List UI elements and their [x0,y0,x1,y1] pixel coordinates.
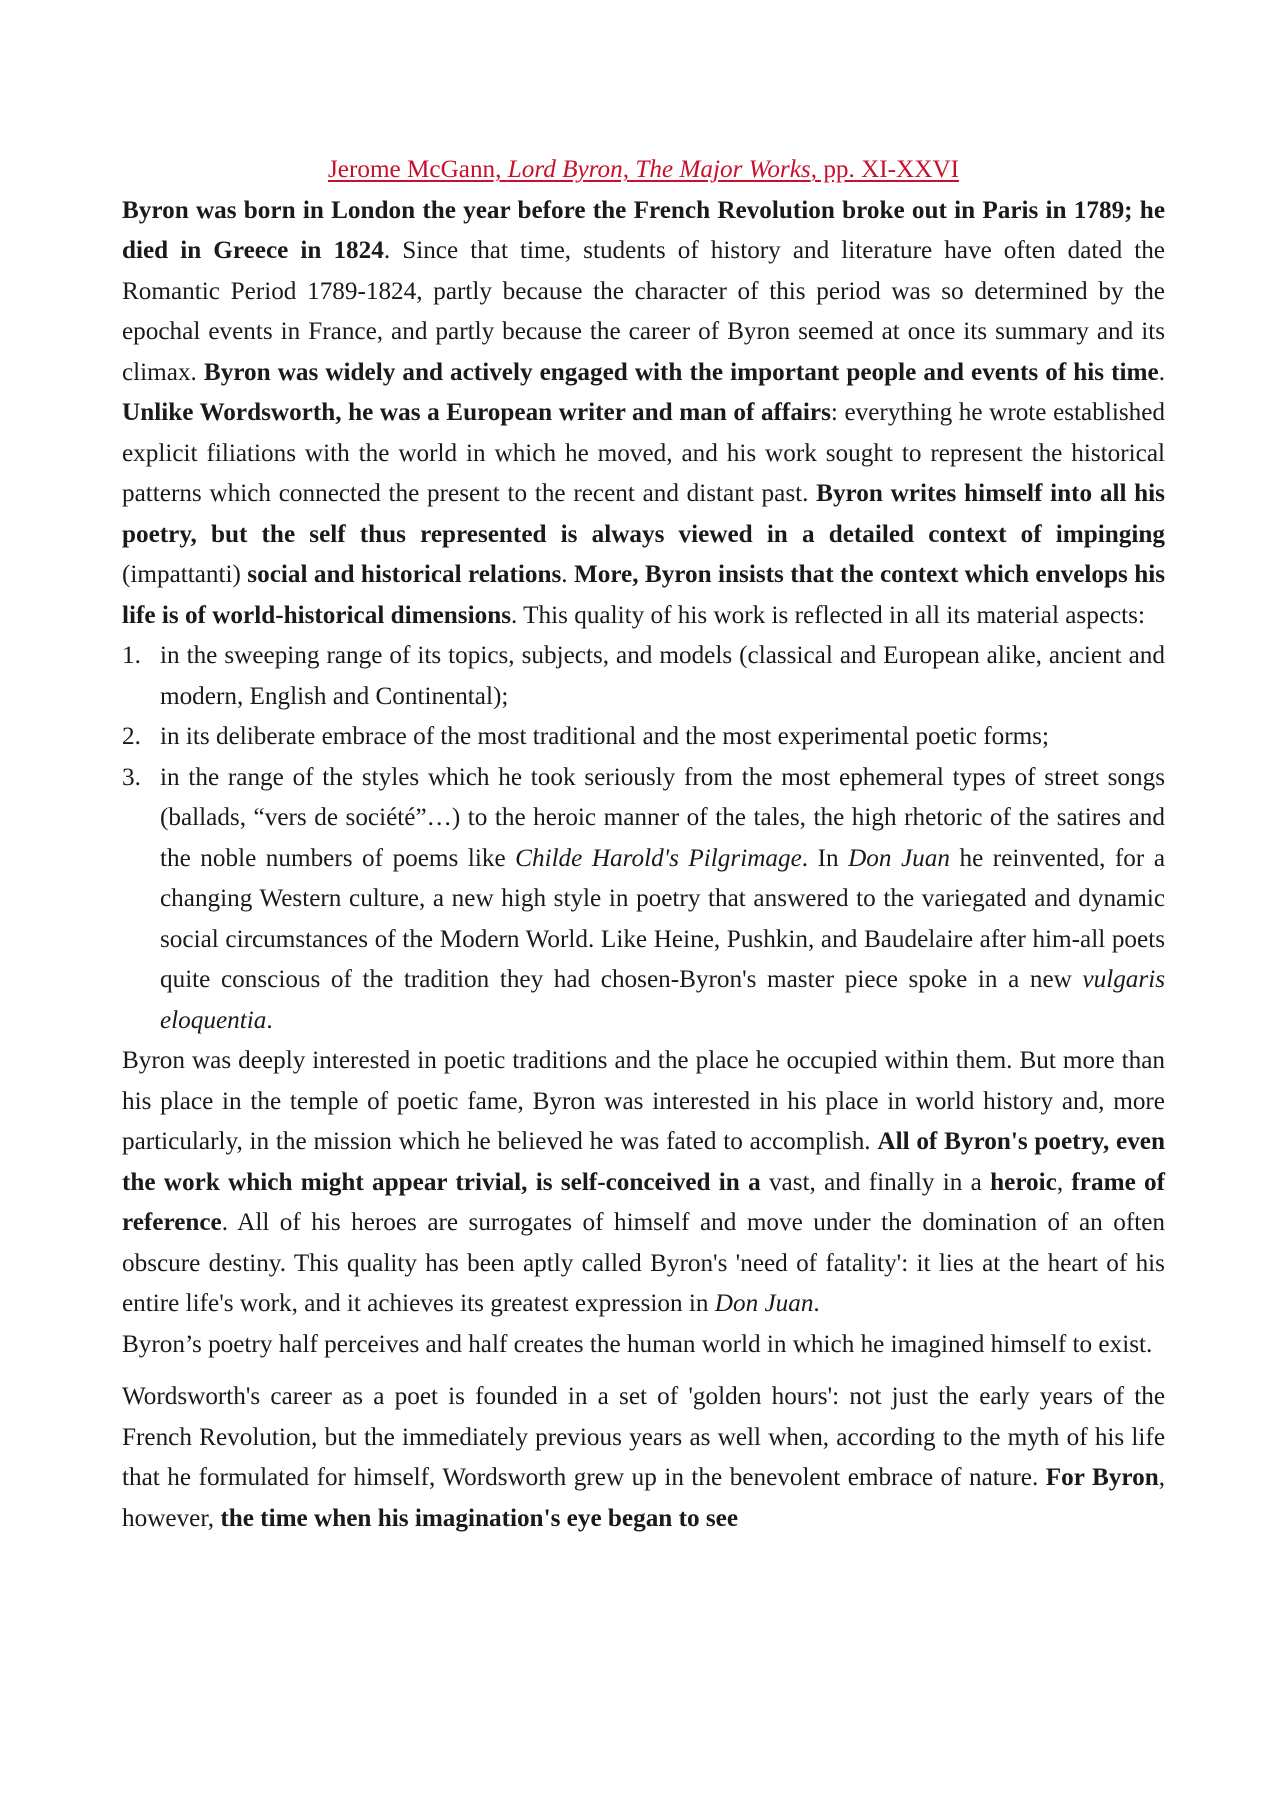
p2-bold-frame: frame of reference [122,1168,1166,1236]
p1-bold-european: Unlike Wordsworth, he was a European writer and man of affairs [122,399,831,426]
p1-bold-writes-himself: Byron writes himself into all his poetry, but the self thus represented is always viewed in a detailed context of impinging [122,480,1165,548]
list-item [122,636,1165,717]
list-item-text: in its deliberate embrace of the most traditional and the most experimental poetic forms; [160,723,1049,750]
p2-text-c: , [1056,1168,1072,1196]
p1-text-c: : everything he wrote established explicit filiations with the world in which he moved, and his work sought to represent the historical patterns which connected the present to the recent and distant past. [122,399,1165,507]
paragraph-4 [122,1377,1165,1539]
aspects-list [122,636,1165,1041]
citation-pages: , pp. XI-XXVI [810,156,960,183]
list-item [122,717,1165,758]
citation-work-title: Lord Byron, The Major Works [507,156,811,183]
p4-bold-for-byron: For Byron [1045,1464,1159,1491]
list-item-text: . In [801,844,849,872]
list-item-number: 2. [122,723,141,750]
list-item-text: he reinvented, for a changing Western culture, a new high style in poetry that answered to the variegated and dynamic social circumstances of the Modern World. Like Heine, Pushkin, and Baudelaire after him-all poets quite conscious of the tradition they had chosen-Byron's master piece spoke in a new [160,844,1166,993]
p2-bold-self-conceived: All of Byron's poetry, even the work which might appear trivial, is self-conceived in a [122,1128,1165,1196]
list-item-text: in the sweeping range of its topics, subjects, and models (classical and European alike, ancient and modern, English and Continental); [160,642,1165,710]
document-page [122,150,1165,1539]
p2-bold-heroic: heroic [990,1168,1057,1196]
list-item-italic: Childe Harold's Pilgrimage [515,844,802,872]
p1-text-b: . [1158,358,1165,386]
citation-author: Jerome McGann, [327,156,502,183]
list-item-text: in the range of the styles which he took seriously from the most ephemeral types of street songs (ballads, “vers de société”…) to the heroic manner of the tales, the high rhetoric of the satires and the noble numbers of poems like [160,763,1165,872]
list-item [122,758,1165,1042]
p4-text-a: Wordsworth's career as a poet is founded in a set of 'golden hours': not just the early years of the French Revolution, but the immediately previous years as well when, according to the myth of his life that he formulated for himself, Wordsworth grew up in the benevolent embrace of nature. [122,1383,1165,1491]
p2-text-e: . [813,1290,820,1317]
citation-title [122,150,1165,191]
p1-bold-relations: social and historical relations [247,561,562,588]
p4-bold-imagination: the time when his imagination's eye began to see [220,1504,739,1532]
p1-bold-engaged: Byron was widely and actively engaged with the important people and events of his time [203,358,1159,386]
paragraph-1 [122,191,1165,637]
p4-text-b: , however, [122,1464,1165,1532]
list-item-text: . [266,1006,273,1034]
p1-bold-birth: Byron was born in London the year before the French Revolution broke out in Paris in 1789; he died in Greece in 1824 [122,196,1165,264]
p1-text-a: . Since that time, students of history and literature have often dated the Romantic Period 1789-1824, partly because the character of this period was so determined by the epochal events in France, and partly because the career of Byron seemed at once its summary and its climax. [122,237,1165,386]
p2-italic-don-juan: Don Juan [714,1290,814,1317]
p2-text-b: vast, and finally in a [760,1168,991,1196]
list-item-italic: vulgaris eloquentia [160,966,1165,1034]
p1-text-d: (impattanti) [122,561,248,588]
paragraph-3: Byron’s poetry half perceives and half creates the human world in which he imagined himself to exist. [122,1330,1153,1358]
p1-text-f: . This quality of his work is reflected in all its material aspects: [511,601,1145,629]
p1-bold-world-historical: More, Byron insists that the context which envelops his life is of world-historical dimensions [122,561,1165,629]
list-item-number: 1. [122,642,141,669]
list-item-number: 3. [122,763,141,791]
p2-text-a: Byron was deeply interested in poetic traditions and the place he occupied within them. But more than his place in the temple of poetic fame, Byron was interested in his place in world history and, more particularly, in the mission which he believed he was fated to accomplish. [122,1047,1165,1155]
p1-text-e: . [561,561,574,588]
paragraph-2 [122,1041,1165,1325]
p2-text-d: . All of his heroes are surrogates of himself and move under the domination of an often obscure destiny. This quality has been aptly called Byron's 'need of fatality': it lies at the heart of his entire life's work, and it achieves its greatest expression in [122,1209,1165,1317]
list-item-italic: Don Juan [848,844,950,872]
